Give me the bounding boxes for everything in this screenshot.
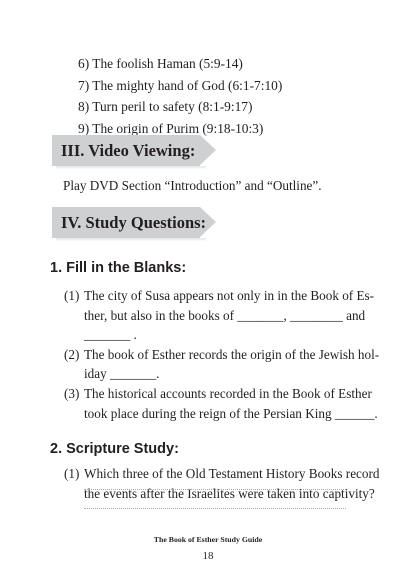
- question-number: (1): [64, 466, 80, 481]
- answer-line: [84, 489, 346, 490]
- question-line: Which three of the Old Testament History Books record: [84, 466, 380, 481]
- video-instruction: Play DVD Section “Introduction” and “Outline”.: [63, 178, 322, 193]
- section-title: III. Video Viewing:: [61, 141, 196, 160]
- footer-book-title: The Book of Esther Study Guide: [153, 535, 263, 544]
- question-number: (2): [64, 346, 80, 362]
- question-item: [64, 464, 380, 503]
- banner-shadow: [56, 238, 206, 241]
- question-line: _______ .: [84, 327, 137, 343]
- question-item: [64, 286, 375, 345]
- fill-in-blanks-heading: 1. Fill in the Blanks:: [50, 260, 187, 276]
- question-text: [84, 384, 378, 423]
- answer-line: [84, 508, 346, 509]
- question-text: [84, 345, 380, 384]
- question-line: took place during the reign of the Persian King ______.: [84, 405, 378, 421]
- outline-item: 9) The origin of Purim (9:18-10:3): [78, 120, 264, 136]
- scripture-study-heading: 2. Scripture Study:: [50, 441, 179, 457]
- question-text: [84, 464, 380, 503]
- question-line: the events after the Israelites were taken into captivity?: [84, 485, 375, 501]
- question-line: The book of Esther records the origin of the Jewish hol-: [84, 346, 380, 362]
- question-text: [84, 286, 375, 345]
- question-line: The city of Susa appears not only in in the Book of Es-: [84, 288, 375, 303]
- question-number: (1): [64, 288, 80, 303]
- section-banner-video-viewing: [52, 135, 214, 166]
- question-item: [64, 384, 378, 423]
- question-number: (3): [64, 385, 80, 401]
- outline-list: [78, 53, 282, 139]
- outline-item: 8) Turn peril to safety (8:1-9:17): [78, 99, 253, 114]
- page-number: 18: [202, 550, 214, 562]
- question-line: The historical accounts recorded in the Book of Esther: [84, 385, 372, 401]
- question-item: [64, 345, 380, 384]
- outline-item: 6) The foolish Haman (5:9-14): [78, 56, 243, 71]
- question-line: iday _______.: [84, 366, 160, 382]
- section-banner-study-questions: [52, 207, 214, 238]
- outline-item: 7) The mighty hand of God (6:1-7:10): [78, 77, 283, 93]
- banner-shadow: [56, 166, 206, 169]
- fill-in-blanks-questions: [64, 286, 380, 423]
- scripture-study-questions: [64, 464, 380, 503]
- question-line: ther, but also in the books of _______, ________ and: [84, 307, 366, 323]
- section-title: IV. Study Questions:: [61, 213, 207, 232]
